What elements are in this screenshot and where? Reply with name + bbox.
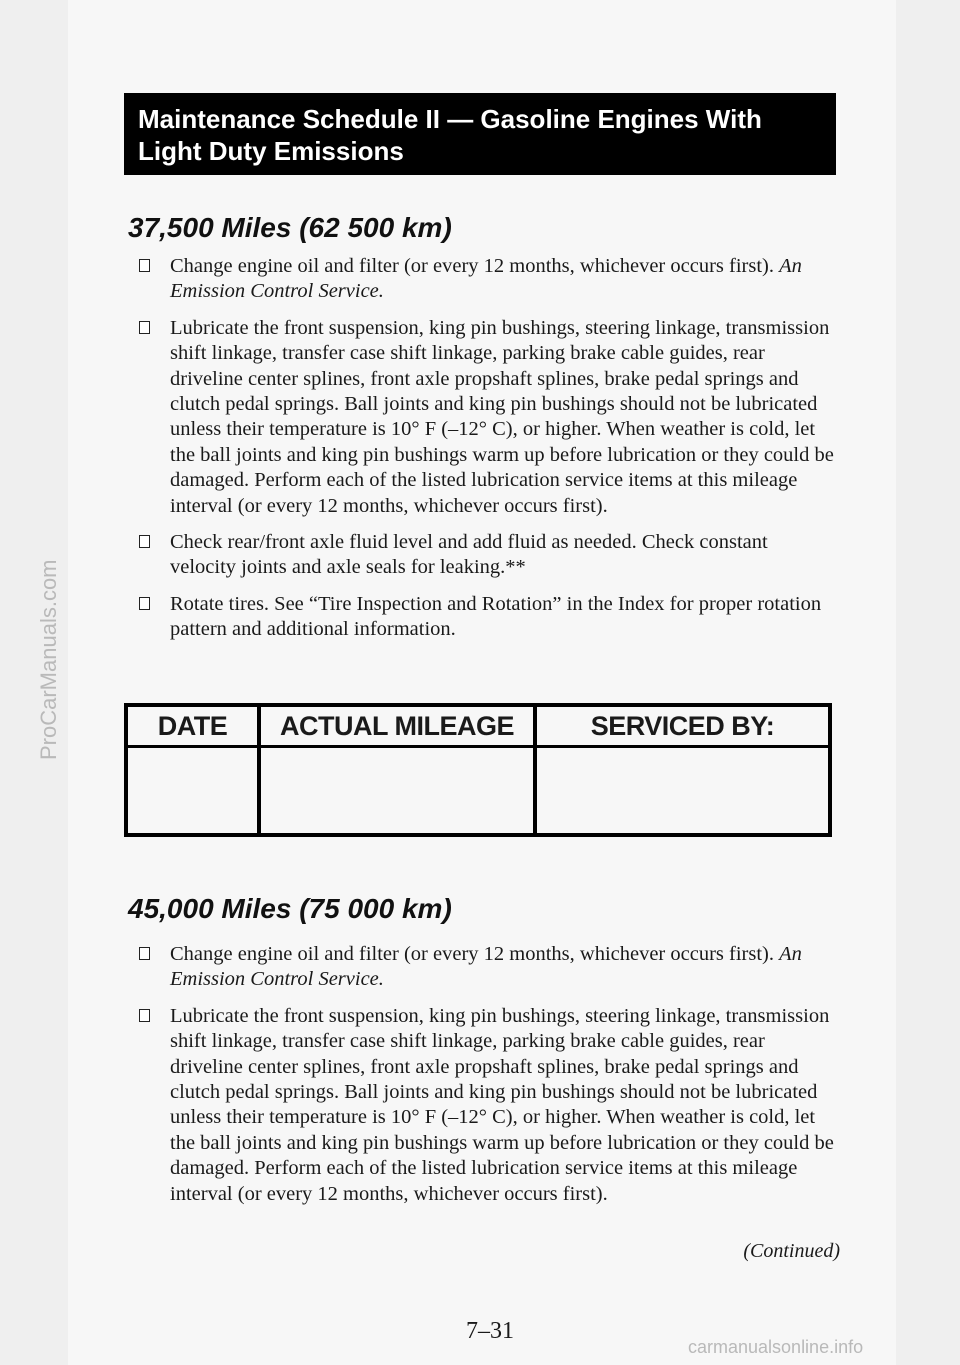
header-line-2: Light Duty Emissions <box>138 136 404 166</box>
checklist-37500 <box>138 254 838 654</box>
continued-note: (Continued) <box>743 1240 840 1262</box>
date-cell[interactable] <box>126 747 259 836</box>
item-text: Check rear/front axle fluid level and add fluid as needed. Check constant velocity joints and axle seals for leaking.** <box>170 531 768 579</box>
serviced-by-cell[interactable] <box>535 747 830 836</box>
checkbox-icon[interactable] <box>139 597 150 610</box>
item-text: Lubricate the front suspension, king pin bushings, steering linkage, transmission shift linkage, transfer case shift linkage, parking brake cable guides, rear driveline center splines, front axle propshaft splines, brake pedal springs and clutch pedal springs. Ball joints and king pin bushings should not be lubricated unless their temperature is 10° F (–12° C), or higher. When weather is cold, let the ball joints and king pin bushings warm up before lubrication or they could be damaged. Perform each of the listed lubrication service items at this mileage interval (or every 12 months, whichever occurs first). <box>170 316 834 517</box>
mileage-cell[interactable] <box>259 747 535 836</box>
header-actual-mileage: ACTUAL MILEAGE <box>259 705 535 747</box>
checkbox-icon[interactable] <box>139 259 150 272</box>
page-number: 7–31 <box>466 1318 514 1344</box>
list-item <box>138 942 838 993</box>
checkbox-icon[interactable] <box>139 1009 150 1022</box>
list-item <box>138 530 838 581</box>
item-text: Lubricate the front suspension, king pin bushings, steering linkage, transmission shift linkage, transfer case shift linkage, parking brake cable guides, rear driveline center splines, front axle propshaft splines, brake pedal springs and clutch pedal springs. Ball joints and king pin bushings should not be lubricated unless their temperature is 10° F (–12° C), or higher. When weather is cold, let the ball joints and king pin bushings warm up before lubrication or they could be damaged. Perform each of the listed lubrication service items at this mileage interval (or every 12 months, whichever occurs first). <box>170 1004 834 1205</box>
item-text: Change engine oil and filter (or every 12 months, whichever occurs first). <box>170 255 780 277</box>
footer-watermark: carmanualsonline.info <box>688 1337 864 1357</box>
item-text: Change engine oil and filter (or every 12 months, whichever occurs first). <box>170 943 780 965</box>
item-note: An Emission Control Service. <box>170 255 802 303</box>
checklist-45000 <box>138 942 838 1218</box>
service-record-table <box>124 703 832 837</box>
header-date: DATE <box>126 705 259 747</box>
section-title-45000: 45,000 Miles (75 000 km) <box>128 893 452 924</box>
checkbox-icon[interactable] <box>139 535 150 548</box>
header-line-1: Maintenance Schedule II — Gasoline Engines With <box>138 104 762 134</box>
checkbox-icon[interactable] <box>139 321 150 334</box>
list-item <box>138 1004 838 1207</box>
list-item <box>138 254 838 305</box>
header-serviced-by: SERVICED BY: <box>535 705 830 747</box>
list-item <box>138 316 838 519</box>
page-header <box>124 93 836 175</box>
item-text: Rotate tires. See “Tire Inspection and Rotation” in the Index for proper rotation pattern and additional information. <box>170 592 822 641</box>
section-title-37500: 37,500 Miles (62 500 km) <box>128 212 452 243</box>
item-note: An Emission Control Service. <box>170 943 802 991</box>
checkbox-icon[interactable] <box>139 947 150 960</box>
list-item <box>138 592 838 643</box>
side-watermark: ProCarManuals.com <box>36 559 61 760</box>
